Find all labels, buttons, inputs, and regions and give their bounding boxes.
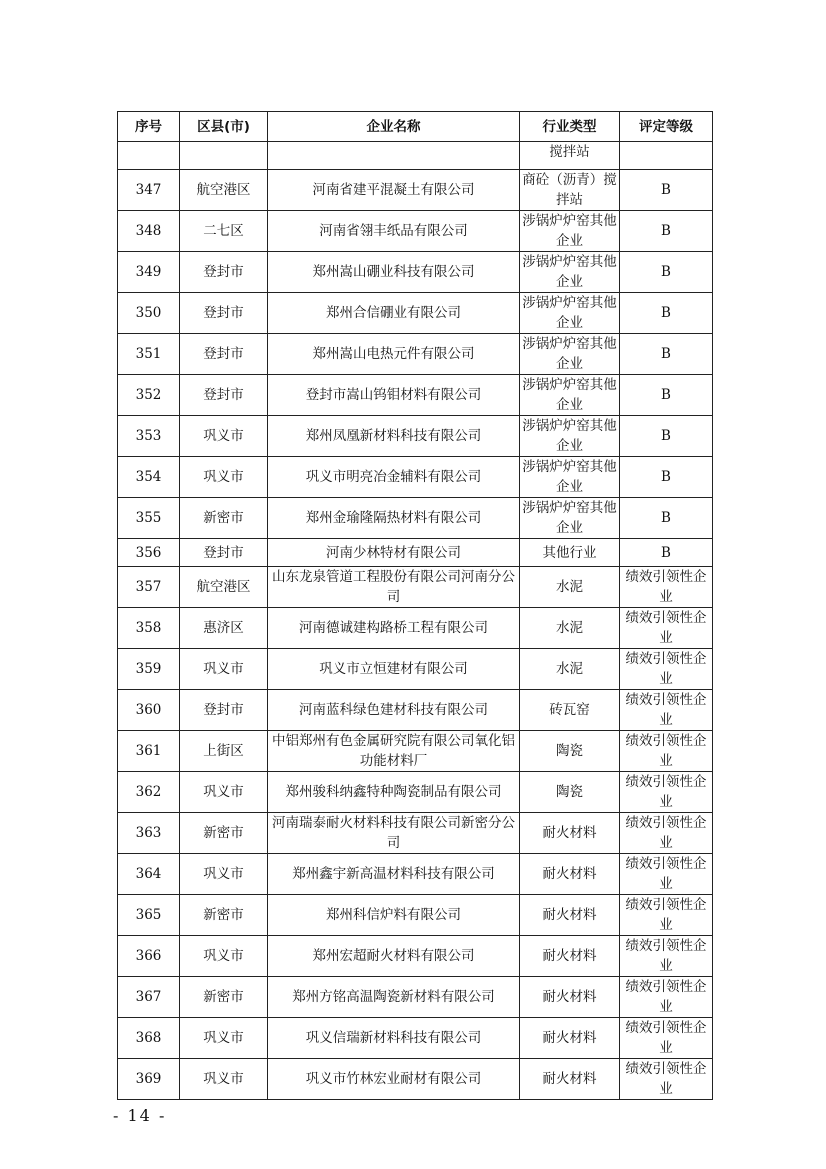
table-row — [118, 1018, 713, 1059]
cell-rating: 绩效引领性企业 — [620, 567, 713, 608]
table-row — [118, 977, 713, 1018]
cell-company: 河南少林特材有限公司 — [268, 539, 520, 567]
cell-company: 郑州金瑜隆隔热材料有限公司 — [268, 498, 520, 539]
cell-industry: 砖瓦窑 — [520, 690, 620, 731]
cell-index: 348 — [118, 211, 180, 252]
cell-district: 巩义市 — [180, 457, 268, 498]
cell-rating: B — [620, 498, 713, 539]
cell-company: 巩义信瑞新材料科技有限公司 — [268, 1018, 520, 1059]
table-row — [118, 731, 713, 772]
cell-district: 巩义市 — [180, 649, 268, 690]
cell-company: 中铝郑州有色金属研究院有限公司氧化铝功能材料厂 — [268, 731, 520, 772]
cell-index: 364 — [118, 854, 180, 895]
header-district: 区县(市) — [180, 112, 268, 142]
cell-industry: 水泥 — [520, 649, 620, 690]
cell-company: 河南省翎丰纸品有限公司 — [268, 211, 520, 252]
table-row — [118, 813, 713, 854]
cell-industry: 搅拌站 — [520, 142, 620, 170]
cell-company: 河南蓝科绿色建材科技有限公司 — [268, 690, 520, 731]
cell-industry: 涉锅炉炉窑其他企业 — [520, 252, 620, 293]
cell-rating: 绩效引领性企业 — [620, 813, 713, 854]
cell-index: 359 — [118, 649, 180, 690]
table-row — [118, 334, 713, 375]
cell-rating: 绩效引领性企业 — [620, 854, 713, 895]
cell-district: 登封市 — [180, 252, 268, 293]
cell-index: 347 — [118, 170, 180, 211]
cell-company: 河南瑞泰耐火材料科技有限公司新密分公司 — [268, 813, 520, 854]
cell-district: 巩义市 — [180, 416, 268, 457]
header-company: 企业名称 — [268, 112, 520, 142]
cell-district: 巩义市 — [180, 854, 268, 895]
page-number: - 14 - — [113, 1106, 167, 1125]
cell-company: 巩义市竹林宏业耐材有限公司 — [268, 1059, 520, 1100]
cell-district: 惠济区 — [180, 608, 268, 649]
table-row — [118, 690, 713, 731]
cell-industry: 水泥 — [520, 567, 620, 608]
cell-index: 355 — [118, 498, 180, 539]
cell-index: 349 — [118, 252, 180, 293]
cell-company: 郑州凤凰新材料科技有限公司 — [268, 416, 520, 457]
cell-index: 354 — [118, 457, 180, 498]
cell-district: 巩义市 — [180, 772, 268, 813]
cell-company: 河南省建平混凝土有限公司 — [268, 170, 520, 211]
cell-industry: 涉锅炉炉窑其他企业 — [520, 334, 620, 375]
cell-index: 352 — [118, 375, 180, 416]
cell-industry: 涉锅炉炉窑其他企业 — [520, 375, 620, 416]
cell-rating: B — [620, 416, 713, 457]
cell-company: 山东龙泉管道工程股份有限公司河南分公司 — [268, 567, 520, 608]
table-row — [118, 252, 713, 293]
cell-district: 新密市 — [180, 813, 268, 854]
cell-rating: B — [620, 252, 713, 293]
cell-company: 登封市嵩山钨钼材料有限公司 — [268, 375, 520, 416]
table-row — [118, 539, 713, 567]
cell-index: 357 — [118, 567, 180, 608]
cell-company: 巩义市明亮冶金辅料有限公司 — [268, 457, 520, 498]
cell-company: 郑州合信硼业有限公司 — [268, 293, 520, 334]
cell-index: 365 — [118, 895, 180, 936]
cell-district: 巩义市 — [180, 936, 268, 977]
cell-index: 350 — [118, 293, 180, 334]
cell-industry: 耐火材料 — [520, 895, 620, 936]
cell-index: 361 — [118, 731, 180, 772]
cell-district: 航空港区 — [180, 567, 268, 608]
table-row — [118, 498, 713, 539]
table-row — [118, 457, 713, 498]
cell-industry: 陶瓷 — [520, 731, 620, 772]
table-row — [118, 211, 713, 252]
table-row — [118, 772, 713, 813]
cell-index: 368 — [118, 1018, 180, 1059]
cell-index: 351 — [118, 334, 180, 375]
enterprise-rating-table — [117, 111, 713, 1100]
cell-index: 358 — [118, 608, 180, 649]
table-row — [118, 936, 713, 977]
cell-rating: B — [620, 170, 713, 211]
table-header-row — [118, 112, 713, 142]
cell-industry: 水泥 — [520, 608, 620, 649]
cell-company: 郑州鑫宇新高温材料科技有限公司 — [268, 854, 520, 895]
cell-district: 登封市 — [180, 375, 268, 416]
cell-district: 巩义市 — [180, 1018, 268, 1059]
cell-district: 新密市 — [180, 498, 268, 539]
cell-rating: B — [620, 293, 713, 334]
cell-district: 登封市 — [180, 690, 268, 731]
cell-industry: 陶瓷 — [520, 772, 620, 813]
cell-rating: B — [620, 457, 713, 498]
header-rating: 评定等级 — [620, 112, 713, 142]
cell-district: 航空港区 — [180, 170, 268, 211]
cell-industry: 耐火材料 — [520, 936, 620, 977]
table-row — [118, 293, 713, 334]
cell-industry: 耐火材料 — [520, 1018, 620, 1059]
cell-industry: 涉锅炉炉窑其他企业 — [520, 293, 620, 334]
cell-company: 郑州骏科纳鑫特种陶瓷制品有限公司 — [268, 772, 520, 813]
table-row — [118, 567, 713, 608]
cell-district: 登封市 — [180, 539, 268, 567]
cell-rating: 绩效引领性企业 — [620, 649, 713, 690]
table-row — [118, 375, 713, 416]
cell-industry: 耐火材料 — [520, 1059, 620, 1100]
cell-company: 郑州宏超耐火材料有限公司 — [268, 936, 520, 977]
header-index: 序号 — [118, 112, 180, 142]
cell-industry: 涉锅炉炉窑其他企业 — [520, 211, 620, 252]
cell-company: 郑州科信炉料有限公司 — [268, 895, 520, 936]
cell-company: 巩义市立恒建材有限公司 — [268, 649, 520, 690]
cell-rating: 绩效引领性企业 — [620, 1018, 713, 1059]
cell-company: 郑州方铭高温陶瓷新材料有限公司 — [268, 977, 520, 1018]
cell-rating: B — [620, 375, 713, 416]
table-row — [118, 170, 713, 211]
cell-index: 367 — [118, 977, 180, 1018]
cell-industry: 商砼（沥青）搅拌站 — [520, 170, 620, 211]
table-row — [118, 1059, 713, 1100]
cell-rating: 绩效引领性企业 — [620, 977, 713, 1018]
cell-industry: 涉锅炉炉窑其他企业 — [520, 457, 620, 498]
cell-industry: 耐火材料 — [520, 854, 620, 895]
cell-rating: B — [620, 539, 713, 567]
cell-index: 360 — [118, 690, 180, 731]
cell-rating: B — [620, 211, 713, 252]
cell-district: 登封市 — [180, 334, 268, 375]
cell-index: 353 — [118, 416, 180, 457]
cell-rating: 绩效引领性企业 — [620, 936, 713, 977]
cell-district: 新密市 — [180, 895, 268, 936]
cell-rating: 绩效引领性企业 — [620, 690, 713, 731]
cell-district: 新密市 — [180, 977, 268, 1018]
cell-rating: 绩效引领性企业 — [620, 772, 713, 813]
cell-rating: 绩效引领性企业 — [620, 1059, 713, 1100]
cell-rating: 绩效引领性企业 — [620, 895, 713, 936]
cell-district: 上街区 — [180, 731, 268, 772]
cell-index: 356 — [118, 539, 180, 567]
table-row — [118, 608, 713, 649]
table-row — [118, 416, 713, 457]
cell-index: 369 — [118, 1059, 180, 1100]
cell-company: 郑州嵩山硼业科技有限公司 — [268, 252, 520, 293]
header-industry: 行业类型 — [520, 112, 620, 142]
cell-industry: 其他行业 — [520, 539, 620, 567]
table-row — [118, 854, 713, 895]
table-row — [118, 649, 713, 690]
cell-company: 郑州嵩山电热元件有限公司 — [268, 334, 520, 375]
cell-index: 362 — [118, 772, 180, 813]
continued-row — [118, 142, 713, 170]
cell-district: 巩义市 — [180, 1059, 268, 1100]
cell-district: 登封市 — [180, 293, 268, 334]
cell-industry: 涉锅炉炉窑其他企业 — [520, 498, 620, 539]
cell-rating: B — [620, 334, 713, 375]
cell-industry: 耐火材料 — [520, 977, 620, 1018]
cell-index: 366 — [118, 936, 180, 977]
cell-industry: 涉锅炉炉窑其他企业 — [520, 416, 620, 457]
cell-index: 363 — [118, 813, 180, 854]
table-row — [118, 895, 713, 936]
cell-company: 河南德诚建构路桥工程有限公司 — [268, 608, 520, 649]
cell-industry: 耐火材料 — [520, 813, 620, 854]
cell-rating: 绩效引领性企业 — [620, 731, 713, 772]
cell-district: 二七区 — [180, 211, 268, 252]
cell-rating: 绩效引领性企业 — [620, 608, 713, 649]
